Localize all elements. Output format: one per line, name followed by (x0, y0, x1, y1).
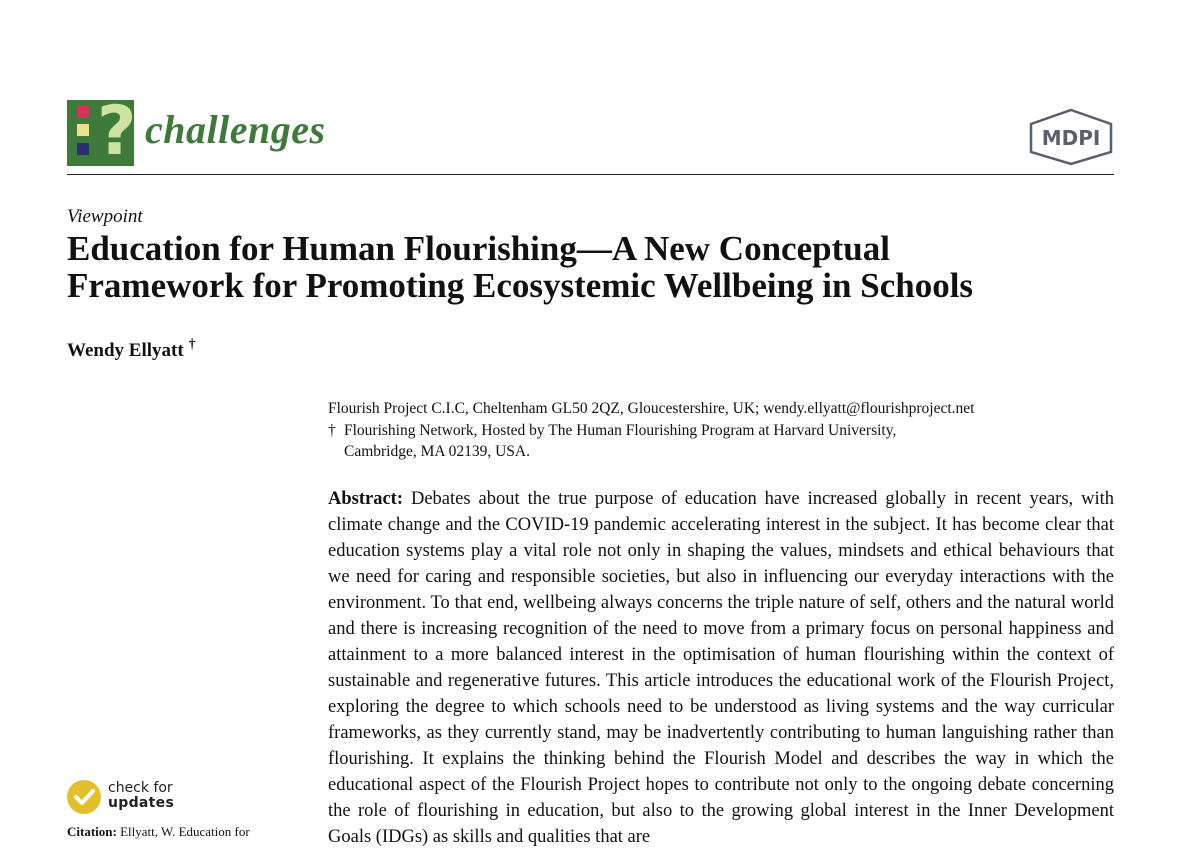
abstract-label: Abstract: (328, 489, 404, 509)
affiliation-note-line-1: Flourishing Network, Hosted by The Human Flourishing Program at Harvard University, (344, 422, 897, 439)
logo-question-mark: ? (97, 92, 137, 171)
logo-yellow-square (77, 124, 89, 136)
logo-red-square (77, 106, 89, 118)
check-for-updates-button[interactable] (67, 778, 247, 818)
citation-label: Citation: (67, 824, 117, 839)
journal-name: challenges (145, 107, 326, 152)
check-updates-line-1: check for (108, 780, 173, 796)
check-updates-icon (67, 780, 101, 814)
affiliation-primary: Flourish Project C.I.C, Cheltenham GL50 2QZ, Gloucestershire, UK; wendy.ellyatt@flourishproject.net (328, 400, 975, 417)
abstract-text: Debates about the true purpose of education have increased globally in recent years, with climate change and the COVID-19 pandemic accelerating interest in the subject. It has become clear that education systems play a vital role not only in shaping the values, mindsets and ethical behaviours that we need for caring and responsible societies, but also in influencing our everyday interactions with the environment. To that end, wellbeing always concerns the triple nature of self, others and the natural world and there is increasing recognition of the need to move from a primary focus on personal happiness and attainment to a more balanced interest in the optimisation of human flourishing within the context of sustainable and regenerative futures. This article introduces the educational work of the Flourish Project, exploring the degree to which schools need to be understood as living systems and the way curricular frameworks, as they currently stand, may be inadvertently contributing to human languishing rather than flourishing. It explains the thinking behind the Flourish Model and describes the way in which the educational aspect of the Flourish Project hopes to contribute not only to the ongoing debate concerning the role of flourishing in education, but also to the growing global interest in the Inner Development Goals (IDGs) as skills and qualities that are (328, 489, 1114, 847)
header-divider (67, 174, 1114, 175)
article-type: Viewpoint (67, 206, 143, 227)
citation-text: Ellyatt, W. Education for (120, 824, 250, 839)
journal-logo-icon (67, 92, 137, 171)
affiliation-note-line-2: Cambridge, MA 02139, USA. (344, 443, 530, 460)
title-line-1: Education for Human Flourishing—A New Conceptual (67, 229, 890, 268)
check-updates-label (108, 781, 174, 811)
affiliation-dagger: † (328, 422, 336, 439)
mdpi-logo-icon (1028, 108, 1114, 166)
author-name (67, 333, 196, 363)
logo-navy-square (77, 143, 89, 155)
check-updates-line-2: updates (108, 795, 175, 811)
author-name-text: Wendy Ellyatt (67, 340, 184, 361)
article-title (67, 230, 1127, 304)
mdpi-logo-text: MDPI (1041, 126, 1101, 150)
author-dagger: † (188, 337, 196, 352)
title-line-2: Framework for Promoting Ecosystemic Wellbeing in Schools (67, 266, 974, 305)
abstract (328, 486, 1114, 850)
citation (67, 824, 297, 840)
affiliation-note (328, 420, 1114, 462)
